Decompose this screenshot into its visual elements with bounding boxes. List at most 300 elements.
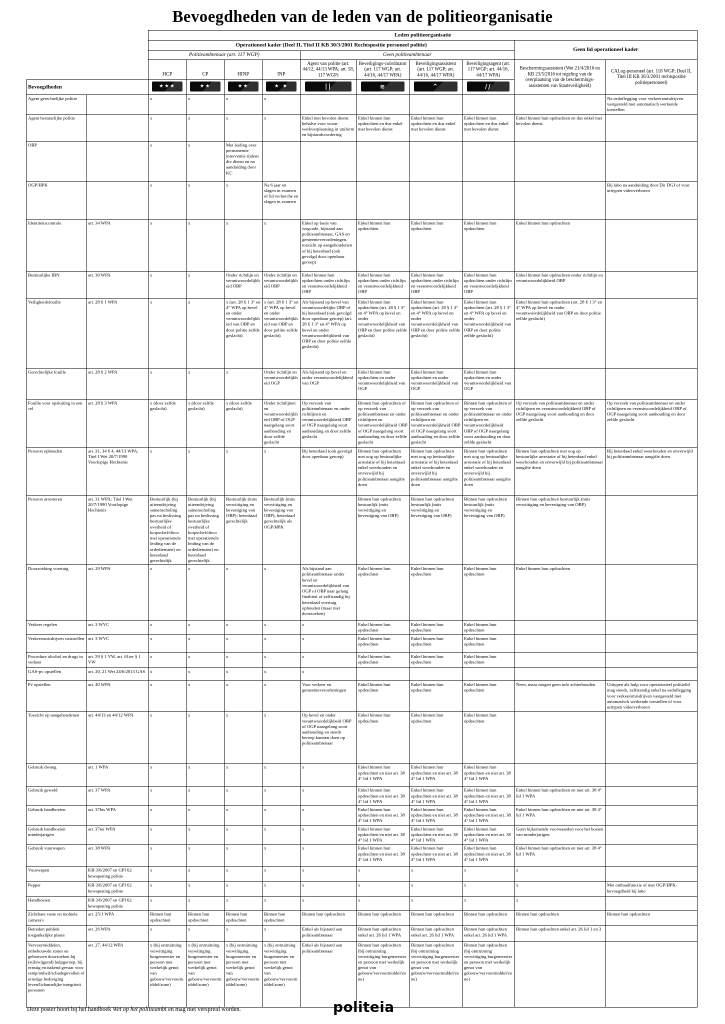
cell-beschermingsassistent: Enkel binnen hun opdrachten en niet art. 38 4° lid 1 WPA: [514, 786, 605, 805]
cell-hcp: x: [148, 447, 186, 495]
cell-calog: Bij labo na aanduiding door Dir DGJ of voor uittypen videoverhoren: [605, 181, 697, 219]
column-header-beschermingsassistent: Beschermingsassistent (Wet 21/4/2016 en KB 23/5/2016 tot regeling van de overplaatsing van de beschermings-assistenten van Staatsveiligheid): [514, 60, 605, 95]
power-name: Verkeer regelen: [26, 621, 86, 635]
cell-hcp: x: [148, 825, 186, 844]
cell-hinp: Bestuurlijk (mits verwittiging en bevestiging van OBP); heterdaad gerechtelijk: [224, 495, 262, 565]
column-header-beveiligingscoordinator: Beveiligings-coördinator (art. 117 WGP; art. 44/16, 44/17 WPA): [356, 60, 409, 80]
cell-calog: [605, 786, 697, 805]
cell-cp: x: [186, 763, 224, 786]
cell-hcp: x: [148, 95, 186, 114]
cell-inp: x: [262, 881, 300, 896]
cell-beschermingsassistent: [514, 181, 605, 219]
column-header-agent-van-politie: Agent van politie (art. 44/12, 44/13 WPA; art. 58, 117 WGP): [300, 60, 356, 80]
cell-agent-van-politie: [300, 141, 356, 181]
cell-beveiligingscoordinator: Enkel binnen hun opdrachten: [356, 565, 409, 621]
cell-beveiligingscoordinator: Binnen hun opdrachten (bij ontruiming verwittiging burgemeester en persoon met werkelijk genot van gebouw/vervoermiddel/zone): [356, 941, 409, 1007]
power-name: Zichtbare vaste en mobiele camera's: [26, 910, 86, 925]
cell-cp: x: [186, 447, 224, 495]
cell-beveiligingscoordinator: x: [356, 866, 409, 881]
table-row: [26, 141, 697, 181]
table-row: [26, 896, 697, 910]
cell-hinp: x: [224, 786, 262, 805]
power-name: OBP: [26, 141, 86, 181]
coordinator-chevrons-icon: ≋: [361, 81, 404, 91]
cell-calog: Binnen hun opdrachten: [605, 910, 697, 925]
cell-cp: x: [186, 368, 224, 399]
cell-beveiligingsagent: Enkel binnen hun opdrachten: [462, 219, 514, 271]
cell-calog: [605, 925, 697, 941]
cell-beveiligingsagent: [462, 141, 514, 181]
legal-ref: art. 31, 34 § 4, 44/13 WPA; Titel I Wet 20/7/1990 Voorlopige Hechtenis: [86, 447, 148, 495]
legal-ref: art. 37 WPA: [86, 786, 148, 805]
cell-beveiligingsagent: Binnen hun opdrachten of op verzoek van politieambtenaar en onder richtlijnen en verantwoordelijkheid OBP of OGP naargelang soort aanhouding en door zelfde geslacht: [462, 399, 514, 447]
cell-hinp: x (bij ontruiming verwittiging burgemeester en persoon met werkelijk genot van gebouw/vervoermiddel/zone): [224, 941, 262, 1007]
cell-beveiligingsassistent: x: [409, 866, 462, 881]
politeia-logo: politeia: [333, 1000, 395, 1016]
cell-beschermingsassistent: [514, 368, 605, 399]
cell-beveiligingsassistent: Enkel binnen hun opdrachten en dus enkel met bevolen dienst: [409, 114, 462, 141]
cell-beveiligingscoordinator: [356, 141, 409, 181]
cell-agent-van-politie: x: [300, 896, 356, 910]
cell-agent-van-politie: x: [300, 653, 356, 668]
cell-hcp: x: [148, 763, 186, 786]
power-name: Handboeien: [26, 896, 86, 910]
cell-hinp: x: [224, 653, 262, 668]
cell-inp: x: [262, 711, 300, 763]
cell-calog: [605, 711, 697, 763]
cell-hinp: x: [224, 368, 262, 399]
cell-agent-van-politie: Als bijstand op bevel en onder verantwoordelijkheid van OGP: [300, 368, 356, 399]
cell-beveiligingsagent: [462, 95, 514, 114]
cell-hinp: x: [224, 565, 262, 621]
table-row: [26, 806, 697, 825]
legal-ref: [86, 141, 148, 181]
footer-note-prefix: Deze poster hoort bij het handboek: [27, 1007, 113, 1013]
cell-agent-van-politie: Als bijstand aan politieambtenaar onder bevel en verantwoordelijkheid van OGP of OBP naar gelang finaliteit of zelfstandig bij heterdaad voertuig ophouden (maar niet doorzoeken): [300, 565, 356, 621]
cell-beveiligingsagent: Binnen hun opdrachten enkel art. 26 lid 1 WPA: [462, 925, 514, 941]
legal-ref: art. 37ter WPA: [86, 825, 148, 844]
cell-calog: [605, 368, 697, 399]
cell-agent-van-politie: Op verzoek van politieambtenaar en onder richtlijnen en verantwoordelijkheid OBP of OGP naargelang soort aanhouding en door zelfde geslacht: [300, 399, 356, 447]
cell-beveiligingsagent: [462, 668, 514, 681]
cell-beveiligingsagent: x: [462, 866, 514, 881]
cell-hcp: x: [148, 668, 186, 681]
power-name: Gerechtelijke fouille: [26, 368, 86, 399]
legal-ref: art. 34 WPA: [86, 219, 148, 271]
legal-ref: art. 28 § 3 WPA: [86, 399, 148, 447]
cell-cp: x: [186, 681, 224, 712]
table-row: [26, 621, 697, 635]
cell-inp: x: [262, 825, 300, 844]
cell-beveiligingsagent: Enkel binnen hun opdrachten onder richtlijn en verantwoordelijkheid OBP: [462, 271, 514, 298]
cell-cp: x: [186, 219, 224, 271]
cell-calog: Op verzoek van politieambtenaar en onder richtlijnen en verantwoordelijkheid OBP of OGP naargelang soort aanhouding en door zelfde geslacht: [605, 399, 697, 447]
cell-agent-van-politie: x: [300, 635, 356, 653]
cell-calog: [605, 866, 697, 881]
cell-hinp: x: [224, 881, 262, 896]
cell-agent-van-politie: x: [300, 668, 356, 681]
cell-hcp: x: [148, 881, 186, 896]
cell-inp: Onder richtlijnen en verantwoordelijkheid OBP of OGP naargelang soort aanhouding en door zelfde geslacht: [262, 399, 300, 447]
table-row: [26, 844, 697, 866]
cell-beschermingsassistent: Enkel binnen hun opdrachten en dus enkel met bevolen dienst: [514, 114, 605, 141]
power-name: OGP/HPK: [26, 181, 86, 219]
cell-cp: x: [186, 271, 224, 298]
cell-hcp: x: [148, 565, 186, 621]
group-leden-politieorganisatie: Leden politieorganisatie: [148, 30, 697, 40]
table-row: [26, 298, 697, 368]
cell-calog: Uittypen als hulp voor operationeel politielid mag steeds, zelfstandig enkel na eedaflegging voor verkeersmisdrijven vastgesteld met automatisch werkende toestellen of voor uittypen videoverhoren: [605, 681, 697, 712]
cell-beveiligingsagent: Enkel binnen hun opdrachten en dus enkel met bevolen dienst: [462, 114, 514, 141]
cell-agent-van-politie: x: [300, 806, 356, 825]
header-blank-2: [26, 60, 148, 80]
cell-calog: Na eedaflegging voor verkeersmisdrijven vastgesteld met automatisch werkende toestellen: [605, 95, 697, 114]
table-row: [26, 668, 697, 681]
legal-ref: art. 31 WPA; Titel I Wet 20/7/1990 Voorlopige Hechtenis: [86, 495, 148, 565]
cell-inp: x: [262, 565, 300, 621]
cell-cp: x: [186, 866, 224, 881]
cell-beveiligingsassistent: Enkel binnen hun opdrachten: [409, 635, 462, 653]
column-header-hinp: HINP: [224, 60, 262, 80]
legal-ref: art. 40 WPA: [86, 681, 148, 712]
cell-hinp: x: [224, 447, 262, 495]
cell-beschermingsassistent: Enkel binnen hun opdrachten en niet art. 38 4° lid 1 WPA: [514, 806, 605, 825]
cell-cp: x: [186, 653, 224, 668]
cell-beveiligingsassistent: Enkel binnen hun opdrachten en niet art. 38 4° lid 1 WPA: [409, 806, 462, 825]
cell-agent-van-politie: Voor verkeer en gemeenteverordeningen: [300, 681, 356, 712]
cell-cp: x: [186, 844, 224, 866]
rank-insignia-inp-icon: [262, 80, 300, 95]
cell-beveiligingsagent: Enkel binnen hun opdrachten en niet art. 38 4° lid 1 WPA: [462, 825, 514, 844]
cell-inp: x (art. 28 § 1 3° en 4° WPA op bevel en onder verantwoordelijkheid van OBP en door politie zelfde geslacht): [262, 298, 300, 368]
cell-calog: [605, 653, 697, 668]
power-name: Fouille voor opsluiting in een cel: [26, 399, 86, 447]
cell-hinp: x: [224, 806, 262, 825]
column-header-beveiligingsassistent: Beveiligingsassistent (art. 117 WGP; art. 44/16, 44/17 WPA): [409, 60, 462, 80]
cell-inp: x: [262, 668, 300, 681]
cell-beveiligingsassistent: [409, 181, 462, 219]
rank-insignia-hinp-icon: [224, 80, 262, 95]
cell-hcp: x: [148, 635, 186, 653]
cell-hinp: x: [224, 925, 262, 941]
power-name: Procedure alcohol en drugs in verkeer: [26, 653, 86, 668]
cell-cp: x (bij ontruiming verwittiging burgemeester en persoon met werkelijk genot van gebouw/vervoermiddel/zone): [186, 941, 224, 1007]
table-row: [26, 711, 697, 763]
cell-hinp: x: [224, 896, 262, 910]
cell-beschermingsassistent: [514, 668, 605, 681]
cell-beveiligingscoordinator: Enkel binnen hun opdrachten: [356, 219, 409, 271]
cp-stars-icon: ★★: [190, 81, 221, 91]
cell-beveiligingsassistent: Binnen hun opdrachten bestuurlijk (mits verwittiging en bevestiging van OBP): [409, 495, 462, 565]
legal-ref: art. 37bis WPA: [86, 806, 148, 825]
cell-beveiligingscoordinator: x: [356, 896, 409, 910]
cell-beveiligingsagent: Enkel binnen hun opdrachten (art. 28 § 1 3° en 4° WPA op bevel en onder verantwoordelijkheid van OBP en door politie zelfde geslacht): [462, 298, 514, 368]
cell-beveiligingscoordinator: Enkel binnen hun opdrachten: [356, 711, 409, 763]
cell-agent-van-politie: Als bijstand op bevel van verantwoordelijke OBP of bij heterdaad (ook gevolgd door openbaar geroep) (art. 28 § 1 3° en 4° WPA op bevel en onder verantwoordelijkheid van OBP en door politie zelfde geslacht): [300, 298, 356, 368]
cell-beveiligingsassistent: Binnen hun opdrachten: [409, 910, 462, 925]
cell-beveiligingsassistent: Enkel binnen hun opdrachten: [409, 681, 462, 712]
table-row: [26, 925, 697, 941]
cell-beschermingsassistent: [514, 763, 605, 786]
cell-agent-van-politie: x: [300, 621, 356, 635]
cell-beveiligingsagent: Enkel binnen hun opdrachten: [462, 681, 514, 712]
column-header-cp: CP: [186, 60, 224, 80]
table-row: [26, 635, 697, 653]
cell-beschermingsassistent: x: [514, 896, 605, 910]
cell-beschermingsassistent: Geen bijkomende voorwaarden voor het boeien van minderjarigen: [514, 825, 605, 844]
table-row: [26, 219, 697, 271]
cell-beveiligingsassistent: [409, 668, 462, 681]
cell-cp: x: [186, 881, 224, 896]
cell-beschermingsassistent: x: [514, 866, 605, 881]
cell-agent-van-politie: [300, 181, 356, 219]
agent-slashes-icon: //: [467, 81, 510, 91]
cell-cp: x: [186, 141, 224, 181]
cell-beschermingsassistent: [514, 635, 605, 653]
cell-agent-van-politie: Enkel binnen hun opdrachten onder richtlijn en verantwoordelijkheid OBP: [300, 271, 356, 298]
power-name: Veiligheidsfouille: [26, 298, 86, 368]
footer-note: [27, 1007, 241, 1013]
power-name: Gebruik geweld: [26, 786, 86, 805]
cell-beveiligingscoordinator: [356, 668, 409, 681]
cell-hinp: x: [224, 681, 262, 712]
cell-calog: [605, 763, 697, 786]
group-geen-lid-operationeel-kader: Geen lid operationeel kader: [514, 40, 697, 59]
cell-beveiligingsassistent: Enkel binnen hun opdrachten en niet art. 38 4° lid 1 WPA: [409, 786, 462, 805]
cell-beveiligingsagent: [462, 181, 514, 219]
legal-ref: art. 20, 21 Wet 24/6/2013 GAS: [86, 668, 148, 681]
cell-beveiligingsagent: Binnen hun opdrachten bestuurlijk (mits verwittiging en bevestiging van OBP): [462, 495, 514, 565]
legal-ref: art. 29 WPA: [86, 565, 148, 621]
cell-inp: x: [262, 635, 300, 653]
table-row: [26, 910, 697, 925]
cell-beveiligingscoordinator: Enkel binnen hun opdrachten: [356, 635, 409, 653]
cell-hinp: Binnen hun opdrachten: [224, 910, 262, 925]
power-name: Pv opstellen: [26, 681, 86, 712]
cell-inp: Onder richtlijn en verantwoordelijkheid OGP: [262, 368, 300, 399]
cell-agent-van-politie: x: [300, 786, 356, 805]
cell-beveiligingscoordinator: Binnen hun opdrachten met oog op bestuurlijke arrestatie of bij heterdaad enkel weerhouden en onverwijld bij politieambtenaar aangifte doen: [356, 447, 409, 495]
cell-beveiligingscoordinator: Binnen hun opdrachten enkel art. 26 lid 1 WPA: [356, 925, 409, 941]
group-operationeel-kader: Operationeel kader (Deel II, Titel II KB 30/3/2001 Rechtspositie personeel politie): [148, 40, 514, 50]
cell-beveiligingsassistent: Enkel binnen hun opdrachten en niet art. 38 4° lid 1 WPA: [409, 763, 462, 786]
column-header-calog-personeel: CALog-personeel (art. 118 WGP; Deel II, Titel III KB 30/3/2001 rechtspositie politiepersoneel): [605, 60, 697, 95]
header-row-leden: [26, 30, 697, 40]
cell-beveiligingsagent: x: [462, 881, 514, 896]
cell-beschermingsassistent: Enkel binnen hun opdrachten: [514, 219, 605, 271]
cell-hcp: Binnen hun opdrachten: [148, 910, 186, 925]
cell-cp: x: [186, 565, 224, 621]
cell-hcp: x: [148, 844, 186, 866]
table-row: [26, 825, 697, 844]
cell-hinp: x: [224, 95, 262, 114]
cell-calog: [605, 219, 697, 271]
cell-hinp: x: [224, 181, 262, 219]
cell-hcp: x (bij ontruiming verwittiging burgemeester en persoon met werkelijk genot van gebouw/vervoermiddel/zone): [148, 941, 186, 1007]
cell-beveiligingsagent: Enkel binnen hun opdrachten en niet art. 38 4° lid 1 WPA: [462, 786, 514, 805]
table-row: [26, 114, 697, 141]
legal-ref: art. 27, 44/12 WPA: [86, 941, 148, 1007]
cell-hcp: x: [148, 786, 186, 805]
cell-beveiligingsagent: Binnen hun opdrachten met oog op bestuurlijke arrestatie of bij heterdaad enkel weerhouden en onverwijld bij politieambtenaar aangifte doen: [462, 447, 514, 495]
rank-insignia-beveiligingsagent-icon: [462, 80, 514, 95]
legal-ref: art. 26 WPA: [86, 925, 148, 941]
cell-inp: Bestuurlijk (mits verwittiging en bevestiging van OBP); heterdaad gerechtelijk als OGP/HPK: [262, 495, 300, 565]
table-row: [26, 681, 697, 712]
cell-beveiligingscoordinator: Enkel binnen hun opdrachten en niet art. 38 4° lid 1 WPA: [356, 763, 409, 786]
cell-beveiligingscoordinator: Binnen hun opdrachten bestuurlijk (mits verwittiging en bevestiging van OBP): [356, 495, 409, 565]
cell-beveiligingscoordinator: Enkel binnen hun opdrachten en niet art. 38 4° lid 1 WPA: [356, 844, 409, 866]
cell-agent-van-politie: x: [300, 866, 356, 881]
legal-ref: art. 1 WPA: [86, 763, 148, 786]
cell-beveiligingscoordinator: [356, 95, 409, 114]
cell-agent-van-politie: x: [300, 881, 356, 896]
table-body: [26, 95, 697, 1008]
cell-beveiligingscoordinator: Enkel binnen hun opdrachten onder richtlijn en verantwoordelijkheid OBP: [356, 271, 409, 298]
cell-hinp: x: [224, 668, 262, 681]
cell-beveiligingsassistent: x: [409, 881, 462, 896]
power-name: Gebruik vuurwapen: [26, 844, 86, 866]
legal-ref: KB 3/6/2007 en GPI 62 bewapening politie: [86, 896, 148, 910]
cell-hcp: x: [148, 806, 186, 825]
bevoegdheden-table: [26, 30, 698, 1008]
cell-inp: x: [262, 866, 300, 881]
cell-hinp: x (door zelfde geslacht): [224, 399, 262, 447]
cell-hcp: Bestuurlijk (bij uiteendrijving samenscholing pas na beslissing bestuurlijke overheid of korpschef/dirco met operationele leiding van de ordediensten) en heterdaad gerechtelijk: [148, 495, 186, 565]
cell-inp: x (bij ontruiming verwittiging burgemeester en persoon met werkelijk genot van gebouw/vervoermiddel/zone): [262, 941, 300, 1007]
cell-hcp: x: [148, 896, 186, 910]
power-name: Toezicht op aangehoudenen: [26, 711, 86, 763]
cell-cp: Bestuurlijk (bij uiteendrijving samenscholing pas na beslissing bestuurlijke overheid of korpschef/dirco met operationele leiding van de ordediensten) en heterdaad gerechtelijk: [186, 495, 224, 565]
cell-beveiligingscoordinator: Enkel binnen hun opdrachten: [356, 681, 409, 712]
cell-cp: x: [186, 925, 224, 941]
cell-hcp: x: [148, 368, 186, 399]
cell-hcp: x: [148, 681, 186, 712]
cell-beveiligingsassistent: Enkel binnen hun opdrachten en niet art. 38 4° lid 1 WPA: [409, 825, 462, 844]
cell-hcp: x: [148, 711, 186, 763]
cell-beveiligingsassistent: Binnen hun opdrachten enkel art. 26 lid 1 WPA: [409, 925, 462, 941]
cell-beveiligingscoordinator: Binnen hun opdrachten: [356, 910, 409, 925]
cell-calog: [605, 621, 697, 635]
cell-hinp: Onder richtlijn en verantwoordelijkheid OBP: [224, 271, 262, 298]
cell-hcp: x: [148, 219, 186, 271]
cell-cp: x: [186, 668, 224, 681]
cell-beveiligingsassistent: Binnen hun opdrachten met oog op bestuurlijke arrestatie of bij heterdaad enkel weerhouden en onverwijld bij politieambtenaar aangifte doen: [409, 447, 462, 495]
cell-beveiligingsassistent: [409, 95, 462, 114]
cell-hcp: x: [148, 925, 186, 941]
table-row: [26, 763, 697, 786]
cell-beschermingsassistent: [514, 653, 605, 668]
cell-hinp: x: [224, 844, 262, 866]
cell-beveiligingsassistent: Enkel binnen hun opdrachten (art. 28 § 1 3° en 4° WPA op bevel en onder verantwoordelijkheid van OBP en door politie zelfde geslacht): [409, 298, 462, 368]
header-row-columns: [26, 60, 697, 80]
table-wrap: [26, 30, 697, 1008]
cell-beveiligingsassistent: Enkel binnen hun opdrachten: [409, 219, 462, 271]
legal-ref: art. 28 § 2 WPA: [86, 368, 148, 399]
power-name: GAS-pv opstellen: [26, 668, 86, 681]
cell-agent-van-politie: Enkel met bevolen dienst behalve voor woon-werkverplaatsing in uniform en bijstandsvordering: [300, 114, 356, 141]
cell-inp: x: [262, 447, 300, 495]
cell-beveiligingscoordinator: Enkel binnen hun opdrachten en niet art. 38 4° lid 1 WPA: [356, 825, 409, 844]
table-row: [26, 399, 697, 447]
table-row: [26, 565, 697, 621]
page-title: Bevoegdheden van de leden van de politieorganisatie: [172, 7, 553, 26]
cell-hinp: x: [224, 711, 262, 763]
cell-beveiligingscoordinator: Enkel binnen hun opdrachten (art. 28 § 1 3° en 4° WPA op bevel en onder verantwoordelijkheid van OBP en door politie zelfde geslacht): [356, 298, 409, 368]
cell-beveiligingscoordinator: x: [356, 881, 409, 896]
cell-inp: x: [262, 621, 300, 635]
cell-inp: x: [262, 653, 300, 668]
cell-beschermingsassistent: Binnen hun opdrachten bestuurlijk (mits verwittiging en bevestiging van OBP): [514, 495, 605, 565]
cell-inp: Na 6 jaar en slagen in examen of lid recherche en slagen in examen: [262, 181, 300, 219]
cell-inp: Binnen hun opdrachten: [262, 910, 300, 925]
cell-hinp: x: [224, 621, 262, 635]
cell-calog: [605, 298, 697, 368]
cell-cp: x: [186, 896, 224, 910]
power-name: Verkeersmisdrijven vaststellen: [26, 635, 86, 653]
cell-beveiligingscoordinator: Enkel binnen hun opdrachten en onder verantwoordelijkheid van OGP: [356, 368, 409, 399]
agent-bars-icon: ||: [305, 81, 351, 91]
cell-agent-van-politie: Bij heterdaad (ook gevolgd door openbaar geroep): [300, 447, 356, 495]
cell-beveiligingscoordinator: Enkel binnen hun opdrachten: [356, 653, 409, 668]
cell-inp: x: [262, 844, 300, 866]
cell-beveiligingsassistent: Enkel binnen hun opdrachten en onder verantwoordelijkheid van OGP: [409, 368, 462, 399]
cell-cp: x: [186, 114, 224, 141]
table-row: [26, 95, 697, 114]
cell-cp: x: [186, 786, 224, 805]
cell-calog: [605, 941, 697, 1007]
cell-cp: x: [186, 711, 224, 763]
cell-beveiligingsassistent: [409, 141, 462, 181]
rank-insignia-cp-icon: [186, 80, 224, 95]
cell-agent-van-politie: Enkel als bijstand aan politieambtenaar: [300, 941, 356, 1007]
cell-hcp: x: [148, 621, 186, 635]
cell-beveiligingscoordinator: Enkel binnen hun opdrachten en niet art. 38 4° lid 1 WPA: [356, 786, 409, 805]
cell-calog: [605, 635, 697, 653]
legal-ref: art. 44/13 en 44/12 WPA: [86, 711, 148, 763]
cell-beschermingsassistent: [514, 941, 605, 1007]
table-row: [26, 866, 697, 881]
column-header-hcp: HCP: [148, 60, 186, 80]
power-name: Vuurwapen: [26, 866, 86, 881]
legal-ref: art. 30 WPA: [86, 271, 148, 298]
cell-beschermingsassistent: Enkel binnen hun opdrachten en niet art. 38 4° lid 1 WPA: [514, 844, 605, 866]
cell-cp: x: [186, 181, 224, 219]
cell-hcp: x: [148, 181, 186, 219]
cell-agent-van-politie: [300, 495, 356, 565]
footer-note-book-title: Wet op het politieambt: [112, 1007, 167, 1013]
cell-beveiligingsagent: Enkel binnen hun opdrachten: [462, 653, 514, 668]
rank-insignia-beveiligingsassistent-icon: [409, 80, 462, 95]
cell-calog: Met onthaalfunctie of met OGP/HPK-bevoegdheid bij labo: [605, 881, 697, 896]
cell-cp: x: [186, 298, 224, 368]
hinp-stars-icon: ★★: [228, 81, 259, 91]
cell-calog: [605, 565, 697, 621]
cell-hcp: x: [148, 653, 186, 668]
cell-inp: x: [262, 925, 300, 941]
cell-inp: x: [262, 95, 300, 114]
cell-beveiligingsassistent: Binnen hun opdrachten (bij ontruiming verwittiging burgemeester en persoon met werkelijk genot van gebouw/vervoermiddel/zone): [409, 941, 462, 1007]
cell-agent-van-politie: Enkel als bijstand aan politieambtenaar: [300, 925, 356, 941]
cell-calog: [605, 495, 697, 565]
cell-beveiligingsassistent: Binnen hun opdrachten of op verzoek van politieambtenaar en onder richtlijnen en verantwoordelijkheid OBP of OGP naargelang soort aanhouding en door zelfde geslacht: [409, 399, 462, 447]
cell-beveiligingsagent: Binnen hun opdrachten: [462, 910, 514, 925]
cell-beveiligingsassistent: Enkel binnen hun opdrachten: [409, 653, 462, 668]
rank-insignia-hcp-icon: [148, 80, 186, 95]
cell-beveiligingscoordinator: Enkel binnen hun opdrachten: [356, 621, 409, 635]
cell-cp: x: [186, 806, 224, 825]
cell-beveiligingsagent: x: [462, 896, 514, 910]
